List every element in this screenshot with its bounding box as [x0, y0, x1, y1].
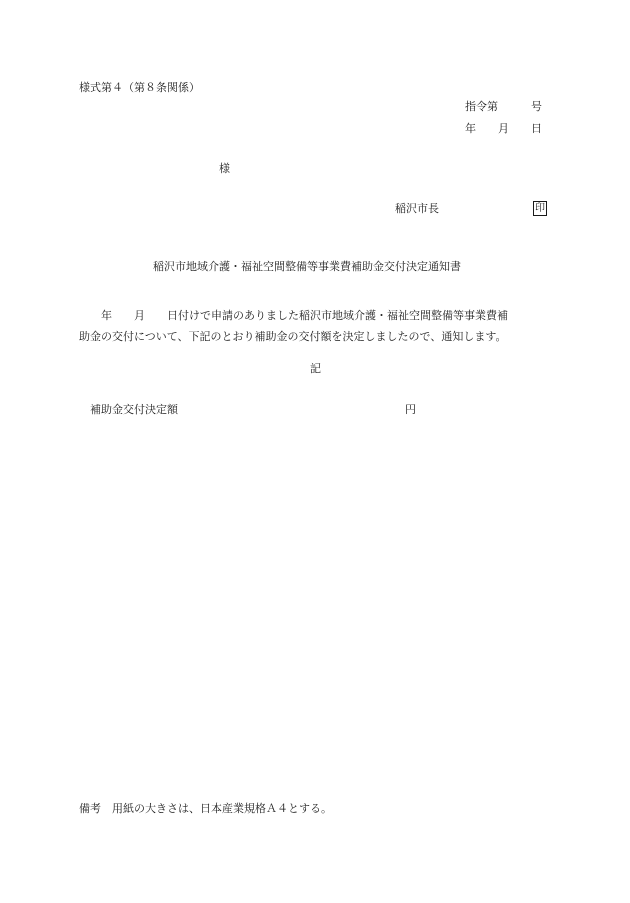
amount-label: 補助金交付決定額: [90, 403, 178, 416]
addressee-suffix: 様: [219, 162, 230, 175]
issuer-name: 稲沢市長: [395, 202, 439, 215]
ki-heading: 記: [310, 362, 321, 375]
amount-unit: 円: [405, 403, 416, 416]
seal-box: [533, 201, 547, 216]
seal-mark: 印: [535, 203, 545, 214]
body-line-2: 助金の交付について、下記のとおり補助金の交付額を決定しましたので、通知します。: [79, 330, 507, 343]
note: 備考 用紙の大きさは、日本産業規格Ａ４とする。: [79, 802, 332, 815]
body-line-1: 年 月 日付けで申請のありました稲沢市地域介護・福祉空間整備等事業費補: [79, 309, 508, 322]
form-number: 様式第４（第８条関係）: [79, 81, 200, 94]
document-title: 稲沢市地域介護・福祉空間整備等事業費補助金交付決定通知書: [153, 260, 461, 273]
issue-date: 年 月 日: [465, 122, 542, 135]
body-text: [79, 305, 550, 347]
order-number: 指令第 号: [465, 100, 542, 113]
